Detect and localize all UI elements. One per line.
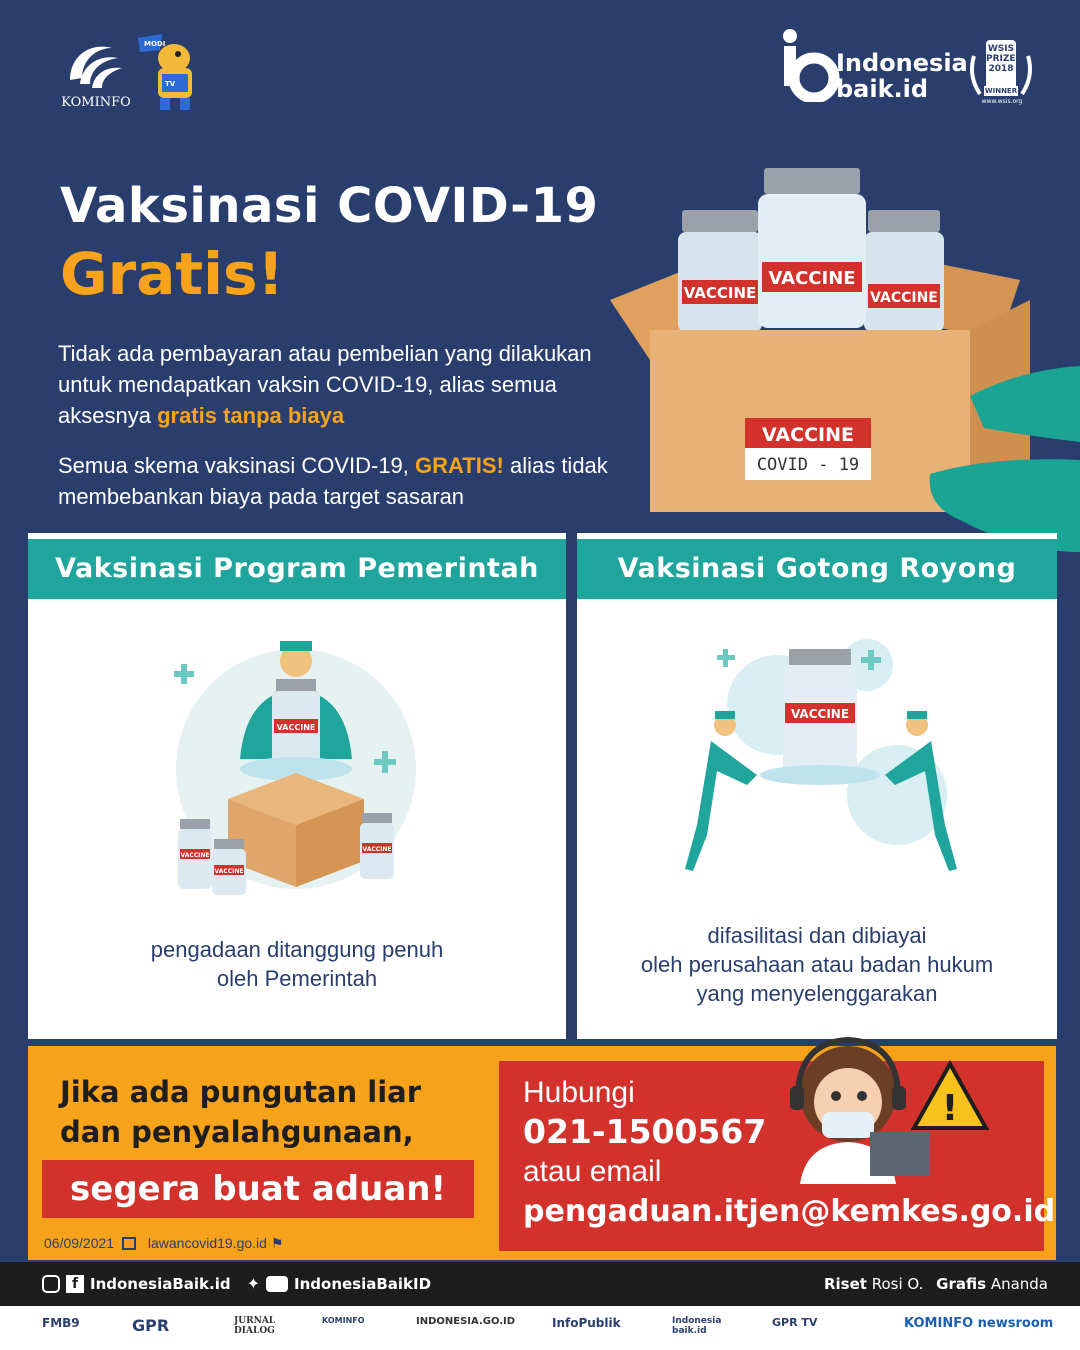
partner-logo-indonesia-go-id: INDONESIA.GO.ID <box>416 1316 516 1327</box>
youtube-icon[interactable] <box>266 1276 288 1292</box>
riset-label: Riset <box>823 1275 867 1293</box>
social-handle-1[interactable]: IndonesiaBaik.id <box>90 1274 231 1293</box>
wsis-url: www.wsis.org <box>981 98 1023 105</box>
card-left-vial-label-1: VACCINE <box>180 852 210 859</box>
card-government-caption <box>28 935 566 993</box>
warning-line-1: Jika ada pungutan liar <box>60 1075 422 1109</box>
contact-call-label: Hubungi <box>523 1076 635 1109</box>
warning-text <box>60 1072 421 1152</box>
intro-paragraph-2-rest: alias tidak membebankan biaya pada target sasaran <box>58 453 608 509</box>
partner-logo-gpr-tv: GPR TV <box>772 1316 818 1329</box>
source-link[interactable]: lawancovid19.go.id <box>147 1235 267 1251</box>
instagram-icon[interactable] <box>42 1275 60 1293</box>
grafis-name: Ananda <box>990 1275 1048 1293</box>
intro-paragraph-1-highlight: gratis tanpa biaya <box>157 403 345 428</box>
partner-logo-infopublik: InfoPublik <box>552 1316 621 1330</box>
intro-paragraph-2-highlight: GRATIS! <box>415 453 504 478</box>
meta-row <box>44 1235 283 1252</box>
calendar-icon <box>122 1237 136 1250</box>
intro-paragraph-2-text: Semua skema vaksinasi COVID-19, <box>58 453 416 478</box>
hero-vial-label-1: VACCINE <box>683 284 757 302</box>
card-gotong-royong-caption <box>577 921 1057 1008</box>
government-vaccine-illustration <box>156 629 426 899</box>
cta-text: segera buat aduan! <box>70 1169 446 1209</box>
credits <box>824 1275 1048 1293</box>
social-handle-2[interactable]: IndonesiaBaikID <box>294 1274 432 1293</box>
card-government-caption-line-2: oleh Pemerintah <box>216 966 378 991</box>
card-gotong-royong-header <box>577 539 1057 599</box>
intro-paragraph-2 <box>58 450 658 512</box>
svg-text:!: ! <box>941 1088 959 1129</box>
contact-email-label: atau email <box>523 1155 662 1188</box>
card-right-vial-label: VACCINE <box>790 707 850 721</box>
svg-text:TV: TV <box>165 80 176 88</box>
wsis-winner: WINNER <box>984 87 1018 95</box>
wsis-line-1: WSIS <box>987 44 1015 54</box>
kominfo-label: KOMINFO <box>61 95 131 110</box>
wsis-badge-text <box>986 44 1023 74</box>
intro-paragraph-1-text: Tidak ada pembayaran atau pembelian yang dilakukan untuk mendapatkan vaksin COVID-19, alias semua aksesnya <box>58 341 592 428</box>
wsis-line-3: 2018 <box>988 64 1014 74</box>
twitter-icon[interactable]: ✦ <box>246 1274 261 1293</box>
partner-logo-indonesia-baik: Indonesia baik.id <box>672 1316 722 1336</box>
publish-date: 06/09/2021 <box>44 1235 115 1251</box>
hero-box-label-bottom: COVID - 19 <box>756 455 860 475</box>
card-government-program <box>28 533 566 1039</box>
hero-vial-label-2: VACCINE <box>768 268 856 289</box>
contact-email[interactable]: pengaduan.itjen@kemkes.go.id <box>523 1194 1056 1229</box>
partner-logo-kominfo-newsroom: KOMINFO newsroom <box>904 1316 1054 1331</box>
card-government-heading: Vaksinasi Program Pemerintah <box>55 553 539 584</box>
cursor-icon: ⚑ <box>270 1235 284 1251</box>
brand-name <box>836 50 968 102</box>
brand-line-2: baik.id <box>836 75 929 103</box>
page-title: Vaksinasi COVID-19 <box>60 178 599 234</box>
card-gotong-royong-heading: Vaksinasi Gotong Royong <box>617 553 1017 584</box>
card-gotong-royong-caption-line-1: difasilitasi dan dibiayai <box>707 923 927 948</box>
indonesia-baik-logo-icon <box>780 28 840 102</box>
svg-text:MODI: MODI <box>144 40 166 48</box>
partner-logo-fmb9: FMB9 <box>42 1316 80 1330</box>
card-left-vial-label-main: VACCINE <box>276 723 316 732</box>
mascot-icon <box>134 28 206 112</box>
cta-box <box>42 1160 474 1218</box>
brand-line-1: Indonesia <box>836 49 968 77</box>
card-gotong-royong-caption-line-2: oleh perusahaan atau badan hukum <box>640 952 994 977</box>
card-gotong-royong <box>577 533 1057 1039</box>
page-subtitle: Gratis! <box>60 240 284 308</box>
facebook-icon[interactable]: f <box>66 1275 84 1293</box>
wsis-line-2: PRIZES <box>986 54 1023 64</box>
call-center-operator-illustration <box>770 1024 1040 1184</box>
card-gotong-royong-caption-line-3: yang menyelenggarakan <box>696 981 938 1006</box>
grafis-label: Grafis <box>936 1275 987 1293</box>
warning-line-2: dan penyalahgunaan, <box>60 1115 414 1149</box>
riset-name: Rosi O. <box>871 1275 924 1293</box>
contact-phone[interactable]: 021-1500567 <box>523 1112 767 1151</box>
card-left-vial-label-2: VACCINE <box>214 868 244 875</box>
social-row <box>42 1274 431 1293</box>
card-left-vial-label-3: VACCINE <box>362 846 392 853</box>
intro-paragraph-1 <box>58 338 618 431</box>
hero-vial-label-3: VACCINE <box>870 290 938 306</box>
vaccine-box-illustration <box>600 160 1080 560</box>
partner-logo-kominfo-small: KOMINFO <box>322 1316 365 1325</box>
hero-box-label-top: VACCINE <box>762 424 854 446</box>
card-government-caption-line-1: pengadaan ditanggung penuh <box>150 937 444 962</box>
card-government-header <box>28 539 566 599</box>
partner-logo-jurnal-dialog: JURNAL DIALOG <box>234 1316 276 1336</box>
gotong-royong-illustration <box>677 625 977 885</box>
partner-logo-gpr: GPR <box>132 1316 170 1335</box>
